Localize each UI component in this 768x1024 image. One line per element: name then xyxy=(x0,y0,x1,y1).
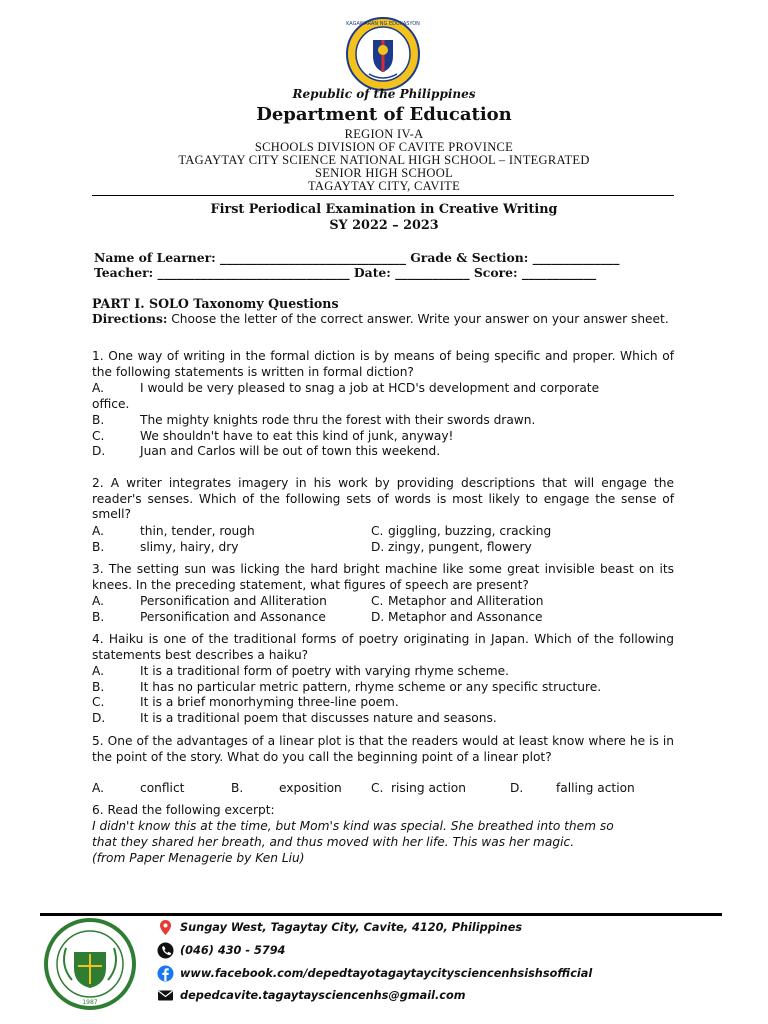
q3-option-d-letter: D. xyxy=(371,610,385,624)
question-1-stem: 1. One way of writing in the formal diction is by means of being specific and proper. Which of the following statements is written in formal diction? xyxy=(92,349,674,379)
q3-option-a-text: Personification and Alliteration xyxy=(140,594,327,608)
school-year: SY 2022 – 2023 xyxy=(329,218,439,233)
q1-option-a-cont: office. xyxy=(92,397,130,411)
shs-line: SENIOR HIGH SCHOOL xyxy=(314,166,454,180)
q4-option-d-letter: D. xyxy=(92,711,106,725)
footer-email[interactable]: depedcavite.tagaytaysciencenhs@gmail.com xyxy=(180,989,466,1002)
q4-option-c-text: It is a brief monorhyming three-line poem. xyxy=(140,695,399,709)
department-title: Department of Education xyxy=(256,104,512,125)
q5-option-d-text: falling action xyxy=(556,781,635,795)
part-title: PART I. SOLO Taxonomy Questions xyxy=(92,296,339,311)
republic-line: Republic of the Philippines xyxy=(292,87,476,101)
directions xyxy=(92,312,674,328)
phone-icon xyxy=(157,942,174,959)
q4-option-b-letter: B. xyxy=(92,680,105,694)
header-divider xyxy=(92,195,674,196)
learner-fields: Name of Learner: ______________________________ Grade & Section: ______________ xyxy=(94,250,620,265)
q2-option-a-letter: A. xyxy=(92,524,104,538)
question-2-stem: 2. A writer integrates imagery in his work by providing descriptions that will engage the reader's senses. Which of the following sets of words is most likely to engage the sense of smell? xyxy=(92,476,674,521)
q5-option-a-letter: A. xyxy=(92,781,104,795)
q2-option-d-text: zingy, pungent, flowery xyxy=(388,540,532,554)
q1-option-c-letter: C. xyxy=(92,429,105,443)
division-line: SCHOOLS DIVISION OF CAVITE PROVINCE xyxy=(254,140,514,154)
question-4-stem: 4. Haiku is one of the traditional forms of poetry originating in Japan. Which of the following statements best describes a haiku? xyxy=(92,632,674,662)
facebook-icon xyxy=(157,965,174,982)
excerpt-line-2: that they shared her breath, and thus moved with her life. This was her magic. xyxy=(92,835,575,849)
q4-option-a-letter: A. xyxy=(92,664,104,678)
question-5-stem: 5. One of the advantages of a linear plot is that the readers would at least know where he is in the point of the story. What do you call the beginning point of a linear plot? xyxy=(92,734,674,764)
city-line: TAGAYTAY CITY, CAVITE xyxy=(307,179,461,193)
q3-option-a-letter: A. xyxy=(92,594,104,608)
q1-option-d-text: Juan and Carlos will be out of town this weekend. xyxy=(140,444,441,458)
q5-option-a-text: conflict xyxy=(140,781,185,795)
q1-option-d-letter: D. xyxy=(92,444,106,458)
school-logo xyxy=(44,918,136,1010)
q4-option-c-letter: C. xyxy=(92,695,105,709)
q2-option-b-letter: B. xyxy=(92,540,105,554)
region-line: REGION IV-A xyxy=(344,127,424,141)
question-3-stem: 3. The setting sun was licking the hard bright machine like some great invisible beast on its knees. In the preceding statement, what figures of speech are present? xyxy=(92,562,674,592)
excerpt-source: (from Paper Menagerie by Ken Liu) xyxy=(92,851,305,865)
q1-option-b-text: The mighty knights rode thru the forest with their swords drawn. xyxy=(140,413,536,427)
q5-option-c-letter: C. xyxy=(371,781,384,795)
q3-option-b-letter: B. xyxy=(92,610,105,624)
q3-option-b-text: Personification and Assonance xyxy=(140,610,326,624)
q2-option-c-letter: C. xyxy=(371,524,384,538)
q1-option-b-letter: B. xyxy=(92,413,105,427)
q1-option-a-text: I would be very pleased to snag a job at HCD's development and corporate xyxy=(140,381,600,395)
q3-option-c-letter: C. xyxy=(371,594,384,608)
location-pin-icon xyxy=(157,919,174,936)
teacher-fields: Teacher: _______________________________ Date: ____________ Score: ____________ xyxy=(94,265,597,280)
q4-option-b-text: It has no particular metric pattern, rhyme scheme or any specific structure. xyxy=(140,680,602,694)
footer-facebook[interactable]: www.facebook.com/depedtayotagaytaycitysciencenhsishsofficial xyxy=(180,967,593,980)
directions-text: Choose the letter of the correct answer. Write your answer on your answer sheet. xyxy=(167,312,669,326)
logo-year: 1987 xyxy=(82,999,98,1006)
footer-address: Sungay West, Tagaytay City, Cavite, 4120, Philippines xyxy=(180,921,523,934)
q3-option-d-text: Metaphor and Assonance xyxy=(388,610,543,624)
q2-option-b-text: slimy, hairy, dry xyxy=(140,540,239,554)
q5-option-c-text: rising action xyxy=(391,781,466,795)
q5-option-d-letter: D. xyxy=(510,781,524,795)
q5-option-b-letter: B. xyxy=(231,781,244,795)
question-6-stem: 6. Read the following excerpt: xyxy=(92,803,275,817)
q2-option-d-letter: D. xyxy=(371,540,385,554)
q1-option-a-letter: A. xyxy=(92,381,104,395)
svg-text:KAGAWARAN NG EDUKASYON: KAGAWARAN NG EDUKASYON xyxy=(346,21,420,27)
q2-option-a-text: thin, tender, rough xyxy=(140,524,255,538)
q2-option-c-text: giggling, buzzing, cracking xyxy=(388,524,552,538)
footer-phone: (046) 430 - 5794 xyxy=(180,944,286,957)
excerpt-line-1: I didn't know this at the time, but Mom's kind was special. She breathed into them so xyxy=(92,819,614,833)
q4-option-d-text: It is a traditional poem that discusses nature and seasons. xyxy=(140,711,497,725)
q5-option-b-text: exposition xyxy=(279,781,342,795)
footer-divider xyxy=(40,913,722,916)
email-icon xyxy=(157,987,174,1004)
exam-title: First Periodical Examination in Creative Writing xyxy=(210,202,558,217)
directions-label: Directions: xyxy=(92,312,168,326)
q3-option-c-text: Metaphor and Alliteration xyxy=(388,594,544,608)
school-line: TAGAYTAY CITY SCIENCE NATIONAL HIGH SCHOOL – INTEGRATED xyxy=(178,153,590,167)
q1-option-c-text: We shouldn't have to eat this kind of junk, anyway! xyxy=(140,429,454,443)
q4-option-a-text: It is a traditional form of poetry with varying rhyme scheme. xyxy=(140,664,509,678)
deped-seal xyxy=(345,16,421,92)
